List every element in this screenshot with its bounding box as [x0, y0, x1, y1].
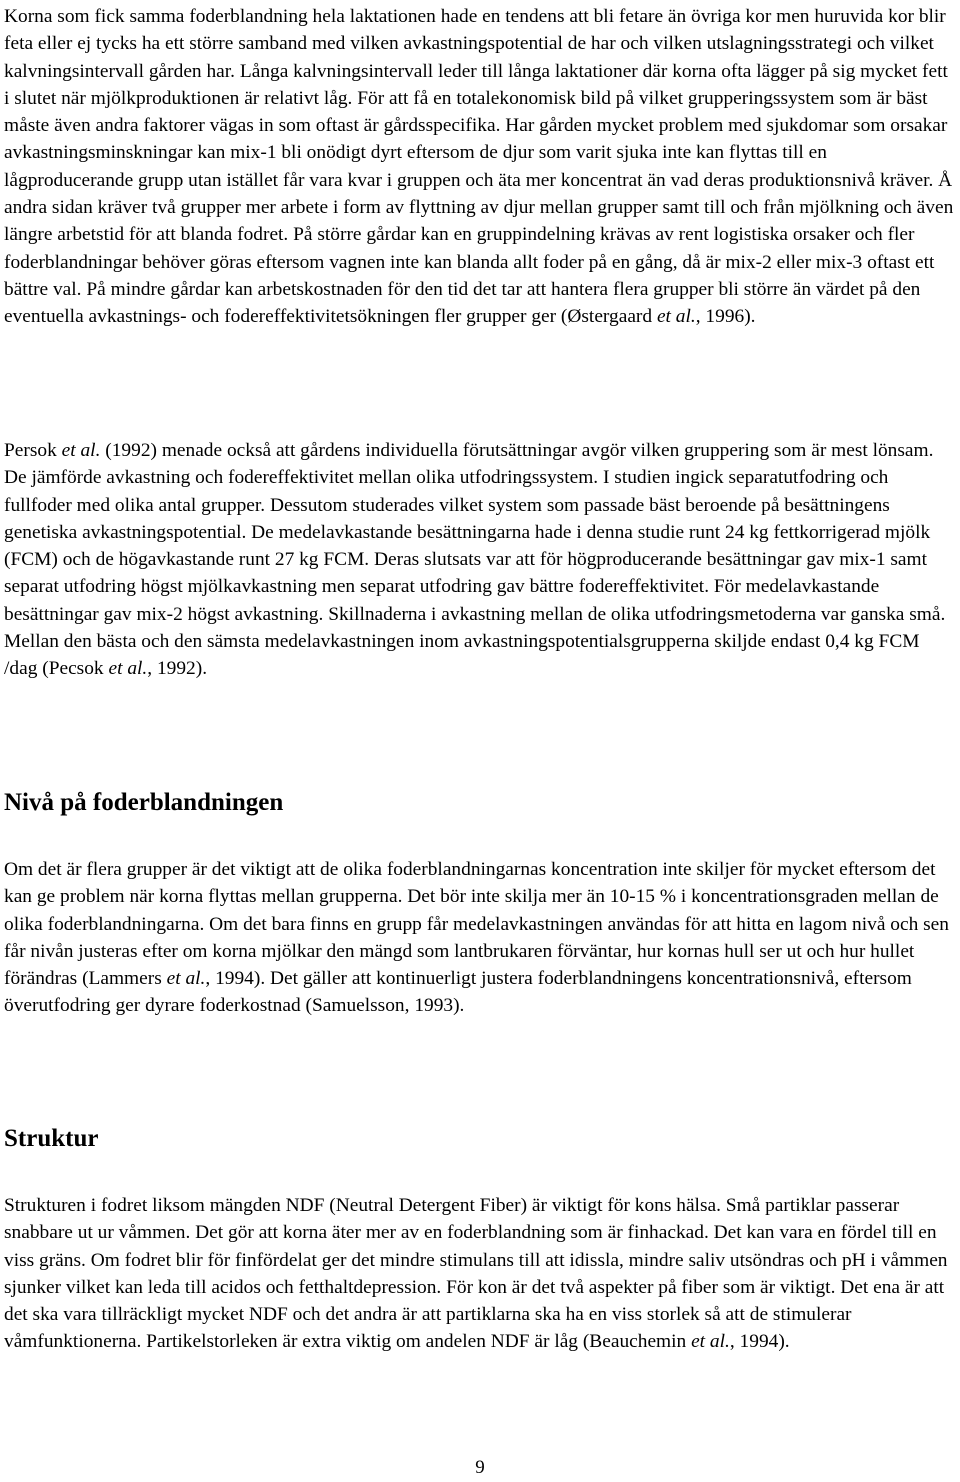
paragraph-text: Persok	[4, 440, 62, 461]
paragraph-grouping-strategy	[4, 3, 956, 331]
citation-et-al: et al.	[61, 440, 101, 461]
page-number: 9	[475, 1457, 485, 1478]
paragraph-text: , 1994). Det gäller att kontinuerligt justera foderblandningens koncentrationsnivå, eftersom överutfodring ger dyrare foderkostnad (Samuelsson, 1993).	[4, 968, 912, 1017]
citation-et-al: et al.	[108, 658, 148, 680]
section-heading-feed-level: Nivå på foderblandningen	[4, 789, 284, 816]
citation-et-al: et al.	[691, 1331, 730, 1353]
section-heading-structure: Struktur	[4, 1125, 99, 1152]
citation-et-al: et al.	[656, 306, 696, 328]
paragraph-text: Korna som fick samma foderblandning hela laktationen hade en tendens att bli fetare än övriga kor men huruvida kor blir feta eller ej tycks ha ett större samband med vilken avkastningspotential de har och vilken utslagningsstrategi och vilket kalvningsintervall gården har. Långa kalvningsintervall leder till långa laktationer där korna ofta lägger på sig mycket fett i slutet när mjölkproduktionen är relativt låg. För att få en totalekonomisk bild på vilket grupperingssystem som är bäst måste även andra faktorer vägas in som oftast är gårdsspecifika. Har gården mycket problem med sjukdomar som orsakar avkastningsminskningar kan mix-1 bli onödigt dyrt eftersom de djur som varit sjuka inte kan flyttas till en lågproducerande grupp utan istället får vara kvar i gruppen och äta mer koncentrat än vad deras produktionsnivå kräver. Å andra sidan kräver två grupper mer arbete i form av flyttning av djur mellan grupper samt till och från mjölkning och även längre arbetstid för att blanda fodret. På större gårdar kan en gruppindelning krävas av rent logistiska orsaker och fler foderblandningar behöver göras eftersom vagnen inte kan blanda allt foder på en gång, då är mix-2 eller mix-3 oftast ett bättre val. På mindre gårdar kan arbetskostnaden för den tid det tar att hantera flera grupper bli större än värdet på den eventuella avkastnings- och fodereffektivitetsökningen fler grupper ger (Østergaard	[4, 6, 954, 328]
paragraph-text: Om det är flera grupper är det viktigt att de olika foderblandningarnas koncentration inte skiljer för mycket eftersom det kan ge problem när korna flyttas mellan grupperna. Det bör inte skilja mer än 10-15 % i koncentrationsgraden mellan de olika foderblandningarna. Om det bara finns en grupp får medelavkastningen användas för att hitta en lagom nivå och sen får nivån justeras efter om korna mjölkar den mängd som lantbrukaren förväntar, hur kornas hull ser ut och hur hullet förändras (Lammers	[4, 859, 949, 990]
paragraph-structure	[4, 1192, 956, 1356]
paragraph-text: Strukturen i fodret liksom mängden NDF (Neutral Detergent Fiber) är viktigt för kons hälsa. Små partiklar passerar snabbare ut ur våmmen. Det gör att korna äter mer av en foderblandning som är finhackad. Det kan vara en fördel till en viss gräns. Om fodret blir för finfördelat ger det mindre stimulans till att idissla, mindre saliv utsöndras och pH i våmmen sjunker vilket kan leda till acidos och fetthaltdepression. För kon är det två aspekter på fiber som är viktigt. Det ena är att det ska vara tillräckligt mycket NDF och det andra är att partiklarna ska ha en viss storlek så att de stimulerar våmfunktionerna. Partikelstorleken är extra viktig om andelen NDF är låg (Beauchemin	[4, 1195, 948, 1353]
paragraph-pecsok-study	[4, 437, 956, 683]
paragraph-text: (1992) menade också att gårdens individuella förutsättningar avgör vilken gruppering som är mest lönsam. De jämförde avkastning och fodereffektivitet mellan olika utfodringssystem. I studien ingick separatutfodring och fullfoder med olika antal grupper. Dessutom studerades vilket system som passade bäst beroende på besättningens genetiska avkastningspotential. De medelavkastande besättningarna hade i denna studie runt 24 kg fettkorrigerad mjölk (FCM) och de högavkastande runt 27 kg FCM. Deras slutsats var att för högproducerande besättningar gav mix-1 samt separat utfodring högst mjölkavkastning men separat utfodring gav bättre fodereffektivitet. För medelavkastande besättningar gav mix-2 högst avkastning. Skillnaderna i avkastning mellan de olika utfodringsmetoderna var ganska små. Mellan den bästa och den sämsta medelavkastningen inom avkastningspotentialsgrupperna skiljde endast 0,4 kg FCM /dag (Pecsok	[4, 440, 946, 680]
paragraph-text: , 1992).	[147, 658, 208, 680]
citation-et-al: et al.	[166, 968, 206, 990]
paragraph-feed-level	[4, 856, 956, 1020]
paragraph-text: , 1994).	[729, 1331, 790, 1353]
paragraph-text: , 1996).	[695, 306, 756, 328]
